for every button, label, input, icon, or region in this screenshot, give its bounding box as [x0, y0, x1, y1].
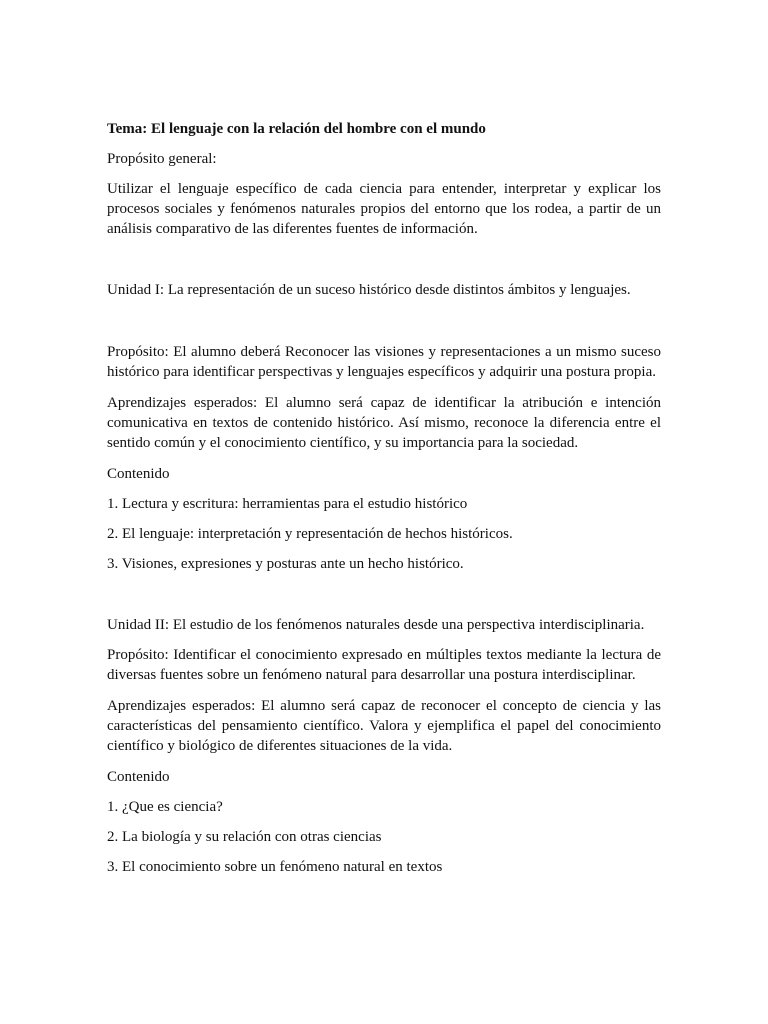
- unit2-purpose: Propósito: Identificar el conocimiento expresado en múltiples textos mediante la lectura de diversas fuentes sobre un fenómeno natural para desarrollar una postura interdisciplinar.: [107, 647, 661, 683]
- unit1-purpose: Propósito: El alumno deberá Reconocer las visiones y representaciones a un mismo suceso histórico para identificar perspectivas y lenguajes específicos y adquirir una postura propia.: [107, 344, 661, 380]
- unit2-content-item-2: 2. La biología y su relación con otras ciencias: [107, 829, 382, 845]
- unit2-content-label: Contenido: [107, 769, 170, 785]
- unit1-content-item-2: 2. El lenguaje: interpretación y representación de hechos históricos.: [107, 526, 513, 542]
- unit1-content-item-1: 1. Lectura y escritura: herramientas para el estudio histórico: [107, 496, 468, 512]
- unit1-content-label: Contenido: [107, 466, 170, 482]
- unit1-content-item-3: 3. Visiones, expresiones y posturas ante un hecho histórico.: [107, 556, 464, 572]
- general-purpose-label: Propósito general:: [107, 151, 217, 167]
- unit1-expected-learning: Aprendizajes esperados: El alumno será capaz de identificar la atribución e intención comunicativa en textos de contenido histórico. Así mismo, reconoce la diferencia entre el sentido común y el conocimiento científico, y su importancia para la sociedad.: [107, 395, 661, 451]
- unit2-content-item-1: 1. ¿Que es ciencia?: [107, 799, 223, 815]
- document-title: Tema: El lenguaje con la relación del hombre con el mundo: [107, 121, 486, 137]
- unit2-content-item-3: 3. El conocimiento sobre un fenómeno natural en textos: [107, 859, 443, 875]
- unit2-expected-learning: Aprendizajes esperados: El alumno será capaz de reconocer el concepto de ciencia y las características del pensamiento científico. Valora y ejemplifica el papel del conocimiento científico y biológico de diferentes situaciones de la vida.: [107, 698, 661, 754]
- unit1-heading: Unidad I: La representación de un suceso histórico desde distintos ámbitos y lenguajes.: [107, 282, 631, 298]
- document-body: [107, 119, 661, 877]
- unit2-heading: Unidad II: El estudio de los fenómenos naturales desde una perspectiva interdisciplinaria.: [107, 617, 645, 633]
- general-purpose-text: Utilizar el lenguaje específico de cada ciencia para entender, interpretar y explicar los procesos sociales y fenómenos naturales propios del entorno que los rodea, a partir de un análisis comparativo de las diferentes fuentes de información.: [107, 181, 661, 237]
